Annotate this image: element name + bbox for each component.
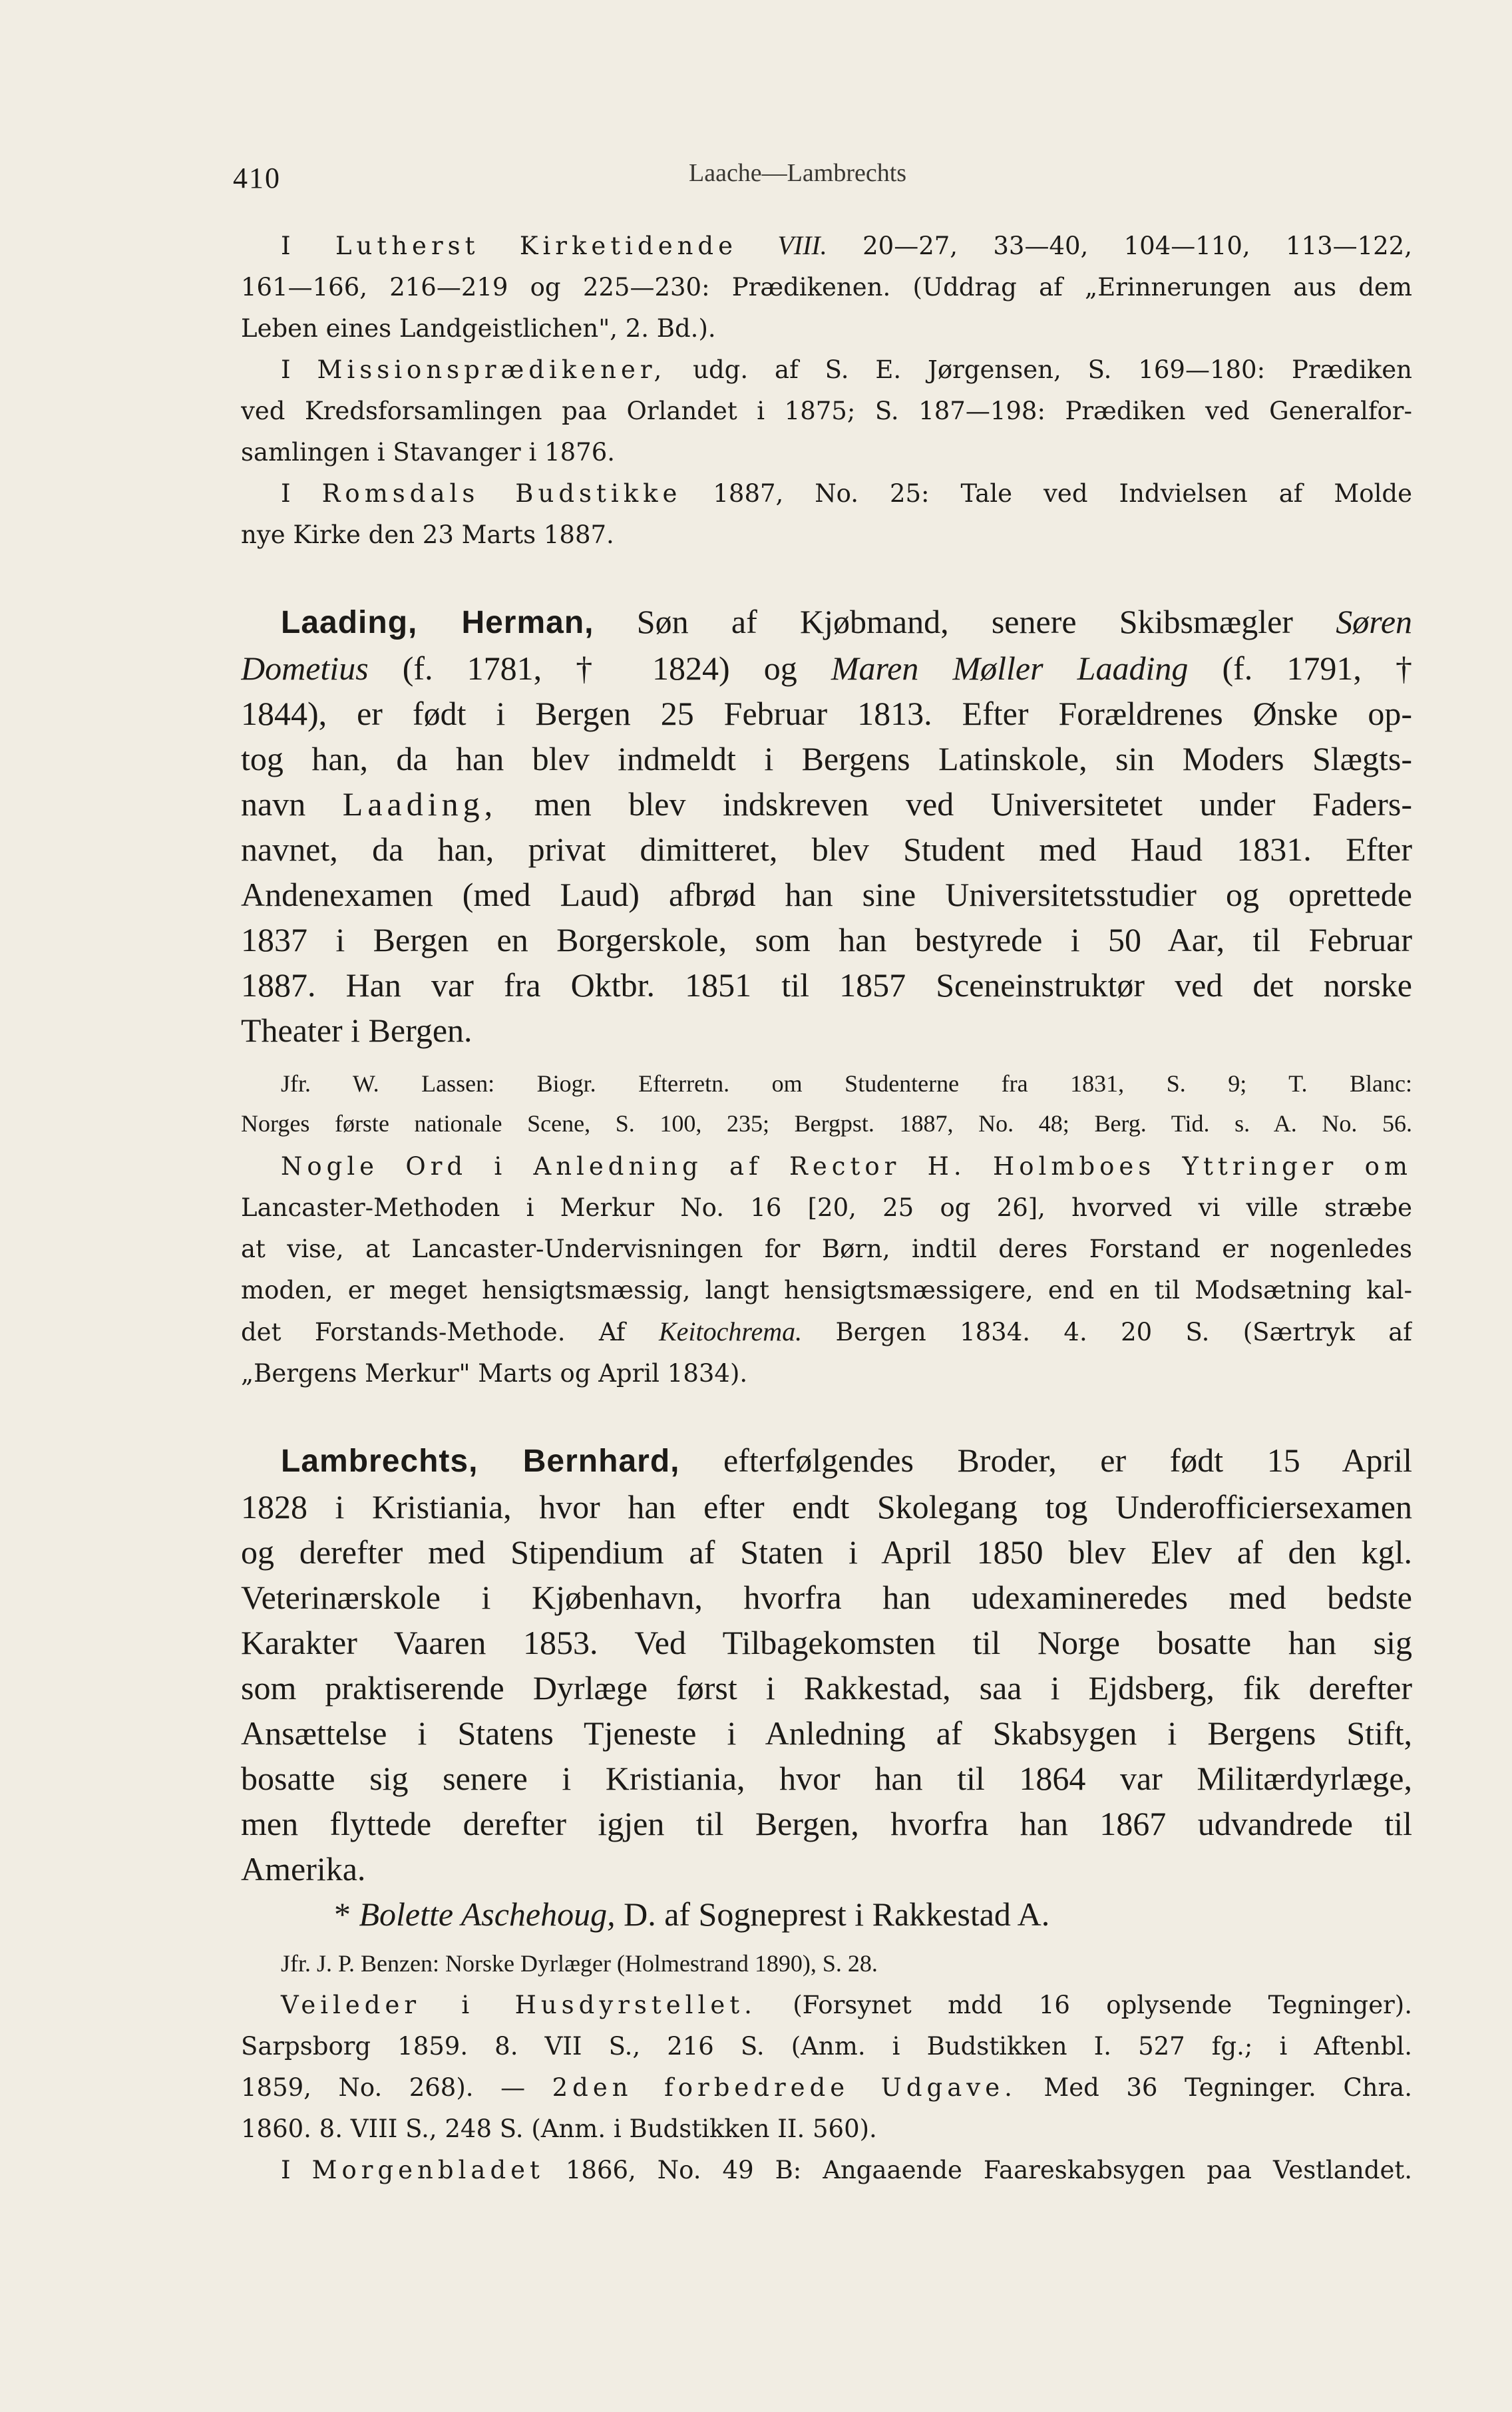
work-line: 1859, No. 268). — 2den forbedrede Udgave. Med 36 Tegninger. Chra. (241, 2073, 1412, 2102)
work-line: I Missionsprædikener, udg. af S. E. Jørgensen, S. 169—180: Prædiken (281, 355, 1412, 384)
entry-line: tog han, da han blev indmeldt i Bergens Latinskole, sin Moders Slægts- (241, 740, 1412, 777)
work-line: „Bergens Merkur" Marts og April 1834). (241, 1359, 748, 1388)
work-line: det Forstands-Methode. Af Keitochrema. Bergen 1834. 4. 20 S. (Særtryk af (241, 1316, 1412, 1346)
entry-line: Veterinærskole i Kjøbenhavn, hvorfra han udexamineredes med bedste (241, 1579, 1412, 1616)
entry-line: Amerika. (241, 1850, 366, 1888)
work-line: Leben eines Landgeistlichen", 2. Bd.). (241, 314, 716, 343)
entry-name: Laading, Herman, (281, 605, 594, 640)
entry-line: bosatte sig senere i Kristiania, hvor han til 1864 var Militærdyrlæge, (241, 1760, 1412, 1797)
marriage-line: * Bolette Aschehoug, D. af Sogneprest i Rakkestad A. (334, 1896, 1050, 1933)
work-line: nye Kirke den 23 Marts 1887. (241, 520, 614, 549)
work-line: 1860. 8. VIII S., 248 S. (Anm. i Budstikken II. 560). (241, 2114, 877, 2143)
entry-name: Lambrechts, Bernhard, (281, 1444, 680, 1479)
entry-line: 1844), er født i Bergen 25 Februar 1813. Efter Forældrenes Ønske op- (241, 695, 1412, 732)
work-line: at vise, at Lancaster-Undervisningen for Børn, indtil deres Forstand er nogenledes (241, 1235, 1412, 1263)
entry-line: Andenexamen (med Laud) afbrød han sine Universitetsstudier og oprettede (241, 876, 1412, 913)
work-line: I Morgenbladet 1866, No. 49 B: Angaaende Faareskabsygen paa Vestlandet. (281, 2156, 1412, 2184)
entry-line: navn Laading, men blev indskreven ved Universitetet under Faders- (241, 785, 1412, 823)
entry-line: 1837 i Bergen en Borgerskole, som han bestyrede i 50 Aar, til Februar (241, 921, 1412, 958)
entry-line: 1887. Han var fra Oktbr. 1851 til 1857 Sceneinstruktør ved det norske (241, 966, 1412, 1004)
work-line: Veileder i Husdyrstellet. (Forsynet mdd 16 oplysende Tegninger). (281, 1991, 1412, 2019)
lambrechts-works (241, 1985, 1412, 2191)
entry-line: Theater i Bergen. (241, 1012, 472, 1049)
laading-references (241, 1064, 1412, 1143)
work-line: I Romsdals Budstikke 1887, No. 25: Tale ved Indvielsen af Molde (281, 479, 1412, 508)
laading-works (241, 1146, 1412, 1394)
entry-line: Ansættelse i Statens Tjeneste i Anledning af Skabsygen i Bergens Stift, (241, 1714, 1412, 1752)
entry-line: som praktiserende Dyrlæge først i Rakkestad, saa i Ejdsberg, fik derefter (241, 1669, 1412, 1707)
work-line: Sarpsborg 1859. 8. VII S., 216 S. (Anm. i Budstikken I. 527 fg.; i Aftenbl. (241, 2032, 1412, 2061)
work-line: Nogle Ord i Anledning af Rector H. Holmboes Yttringer om (281, 1152, 1412, 1181)
work-line: samlingen i Stavanger i 1876. (241, 438, 616, 467)
previous-entry-works (241, 225, 1412, 556)
work-line: moden, er meget hensigtsmæssig, langt hensigtsmæssigere, end en til Modsætning kal- (241, 1276, 1412, 1305)
work-line: I Lutherst Kirketidende VIII. 20—27, 33—40, 104—110, 113—122, (281, 230, 1412, 260)
work-line: 161—166, 216—219 og 225—230: Prædikenen. (Uddrag af „Erinnerungen aus dem (241, 273, 1412, 302)
reference-line: Norges første nationale Scene, S. 100, 235; Bergpst. 1887, No. 48; Berg. Tid. s. A. No. 56. (241, 1110, 1412, 1137)
entry-line: Karakter Vaaren 1853. Ved Tilbagekomsten til Norge bosatte han sig (241, 1624, 1412, 1661)
entry-line: Dometius (f. 1781, † 1824) og Maren Møller Laading (f. 1791, † (241, 650, 1412, 687)
reference-line: Jfr. J. P. Benzen: Norske Dyrlæger (Holmestrand 1890), S. 28. (281, 1950, 878, 1977)
reference-line: Jfr. W. Lassen: Biogr. Efterretn. om Studenterne fra 1831, S. 9; T. Blanc: (281, 1070, 1412, 1097)
lambrechts-references (241, 1943, 1412, 1983)
page-number: 410 (233, 162, 281, 194)
entry-line: men flyttede derefter igjen til Bergen, hvorfra han 1867 udvandrede til (241, 1805, 1412, 1842)
work-line: Lancaster-Methoden i Merkur No. 16 [20, 25 og 26], hvorved vi ville stræbe (241, 1193, 1412, 1222)
entry-line: 1828 i Kristiania, hvor han efter endt Skolegang tog Underofficiersexamen (241, 1488, 1412, 1525)
entry-lambrechts (241, 1438, 1412, 1937)
entry-line: navnet, da han, privat dimitteret, blev Student med Haud 1831. Efter (241, 831, 1412, 868)
entry-laading (241, 599, 1412, 1053)
running-head: Laache—Lambrechts (689, 159, 907, 187)
entry-line: og derefter med Stipendium af Staten i April 1850 blev Elev af den kgl. (241, 1533, 1412, 1571)
work-line: ved Kredsforsamlingen paa Orlandet i 1875; S. 187—198: Prædiken ved Generalfor- (241, 397, 1412, 425)
entry-first-line: Laading, Herman, Søn af Kjøbmand, senere Skibsmægler Søren (281, 603, 1412, 640)
entry-first-line: Lambrechts, Bernhard, efterfølgendes Broder, er født 15 April (281, 1442, 1412, 1479)
